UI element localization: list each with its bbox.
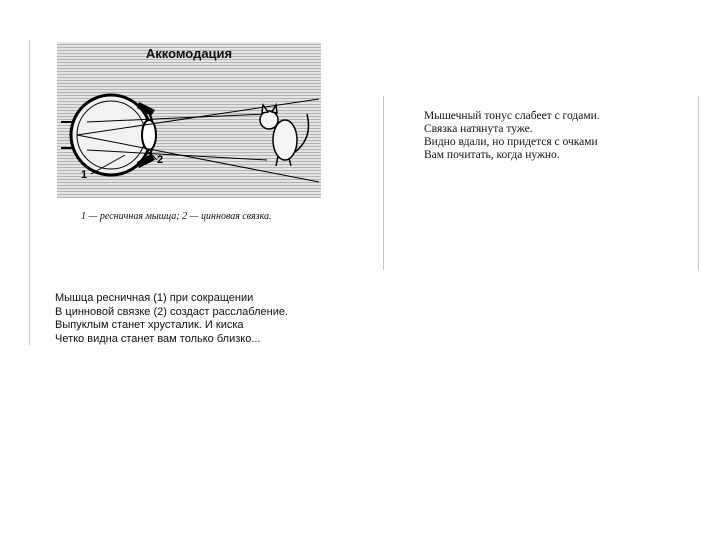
poem-line: В цинновой связке (2) создаст расслабление.	[55, 305, 289, 318]
poem-line: Связка натянута туже.	[424, 123, 533, 135]
poem-line: Четко видна станет вам только близко...	[55, 332, 261, 345]
left-poem	[55, 292, 288, 346]
poem-line: Вам почитать, когда нужно.	[424, 149, 560, 161]
poem-line: Выпуклым станет хрусталик. И киска	[55, 319, 244, 331]
right-poem	[424, 110, 600, 162]
eye-diagram	[57, 42, 321, 198]
left-margin-line	[29, 40, 30, 345]
cat-icon	[260, 105, 309, 166]
center-divider-line	[383, 96, 384, 270]
poem-line: Видно вдали, но придется с очками	[424, 136, 598, 148]
accommodation-figure	[57, 42, 321, 198]
poem-line: Мышца ресничная (1) при сокращении	[55, 292, 254, 304]
label-1: 1	[81, 169, 88, 181]
right-margin-line	[698, 96, 699, 270]
figure-caption: 1 — ресничная мышца; 2 — цинновая связка.	[81, 211, 272, 222]
figure-title: Аккомодация	[145, 46, 233, 61]
label-2: 2	[157, 154, 164, 166]
poem-line: Мышечный тонус слабеет с годами.	[424, 110, 600, 122]
